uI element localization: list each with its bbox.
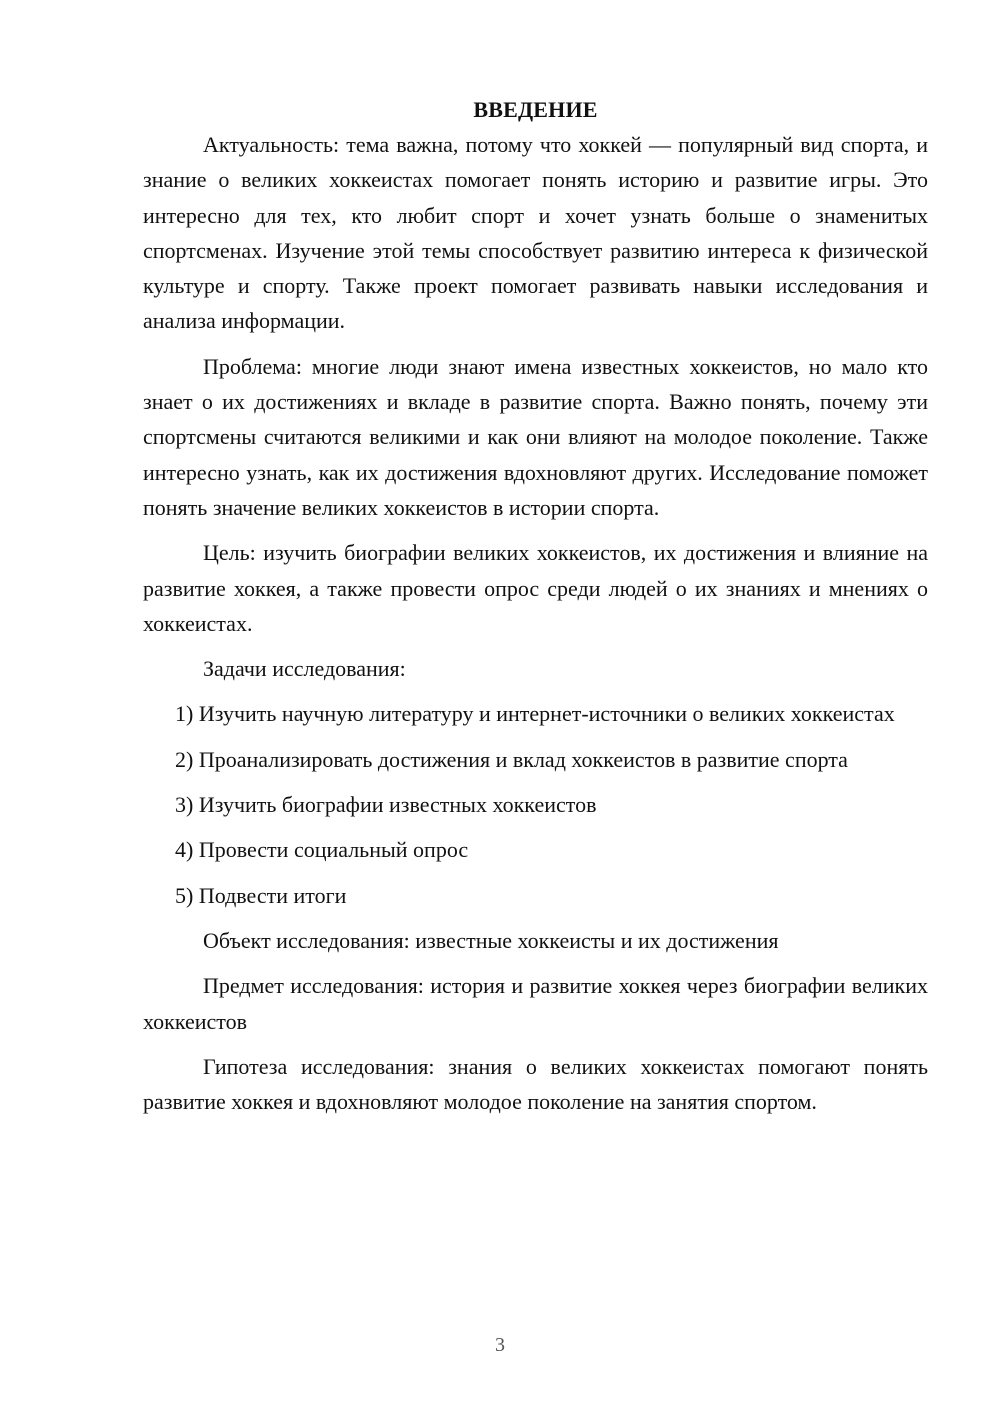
task-item: 3) Изучить биографии известных хоккеистов	[175, 792, 597, 818]
problem-paragraph: Проблема: многие люди знают имена известных хоккеистов, но мало кто знает о их достижениях и вкладе в развитие спорта. Важно понять, почему эти спортсмены считаются великими и как они влияют на молодое поколение. Также интересно узнать, как их достижения вдохновляют других. Исследование поможет понять значение великих хоккеистов в истории спорта.	[143, 353, 928, 520]
task-item: 2) Проанализировать достижения и вклад хоккеистов в развитие спорта	[175, 746, 848, 772]
task-item: 4) Провести социальный опрос	[175, 837, 469, 863]
document-body	[143, 93, 928, 1129]
object-paragraph: Объект исследования: известные хоккеисты и их достижения	[203, 927, 779, 953]
goal-paragraph: Цель: изучить биографии великих хоккеистов, их достижения и влияние на развитие хоккея, а также провести опрос среди людей о их знаниях и мнениях о хоккеистах.	[143, 540, 928, 636]
tasks-list	[143, 696, 928, 912]
task-item: 5) Подвести итоги	[175, 882, 347, 908]
relevance-paragraph: Актуальность: тема важна, потому что хоккей — популярный вид спорта, и знание о великих хоккеистах помогает понять историю и развитие игры. Это интересно для тех, кто любит спорт и хочет узнать больше о знаменитых спортсменах. Изучение этой темы способствует развитию интереса к физической культуре и спорту. Также проект помогает развивать навыки исследования и анализа информации.	[143, 132, 928, 334]
hypothesis-paragraph: Гипотеза исследования: знания о великих хоккеистах помогают понять развитие хоккея и вдохновляют молодое поколение на занятия спортом.	[143, 1053, 928, 1115]
section-heading: ВВЕДЕНИЕ	[473, 97, 598, 122]
task-item: 1) Изучить научную литературу и интернет-источники о великих хоккеистах	[175, 701, 895, 727]
tasks-heading: Задачи исследования:	[203, 656, 406, 682]
page-number: 3	[495, 1334, 505, 1356]
subject-paragraph: Предмет исследования: история и развитие хоккея через биографии великих хоккеистов	[143, 973, 928, 1034]
